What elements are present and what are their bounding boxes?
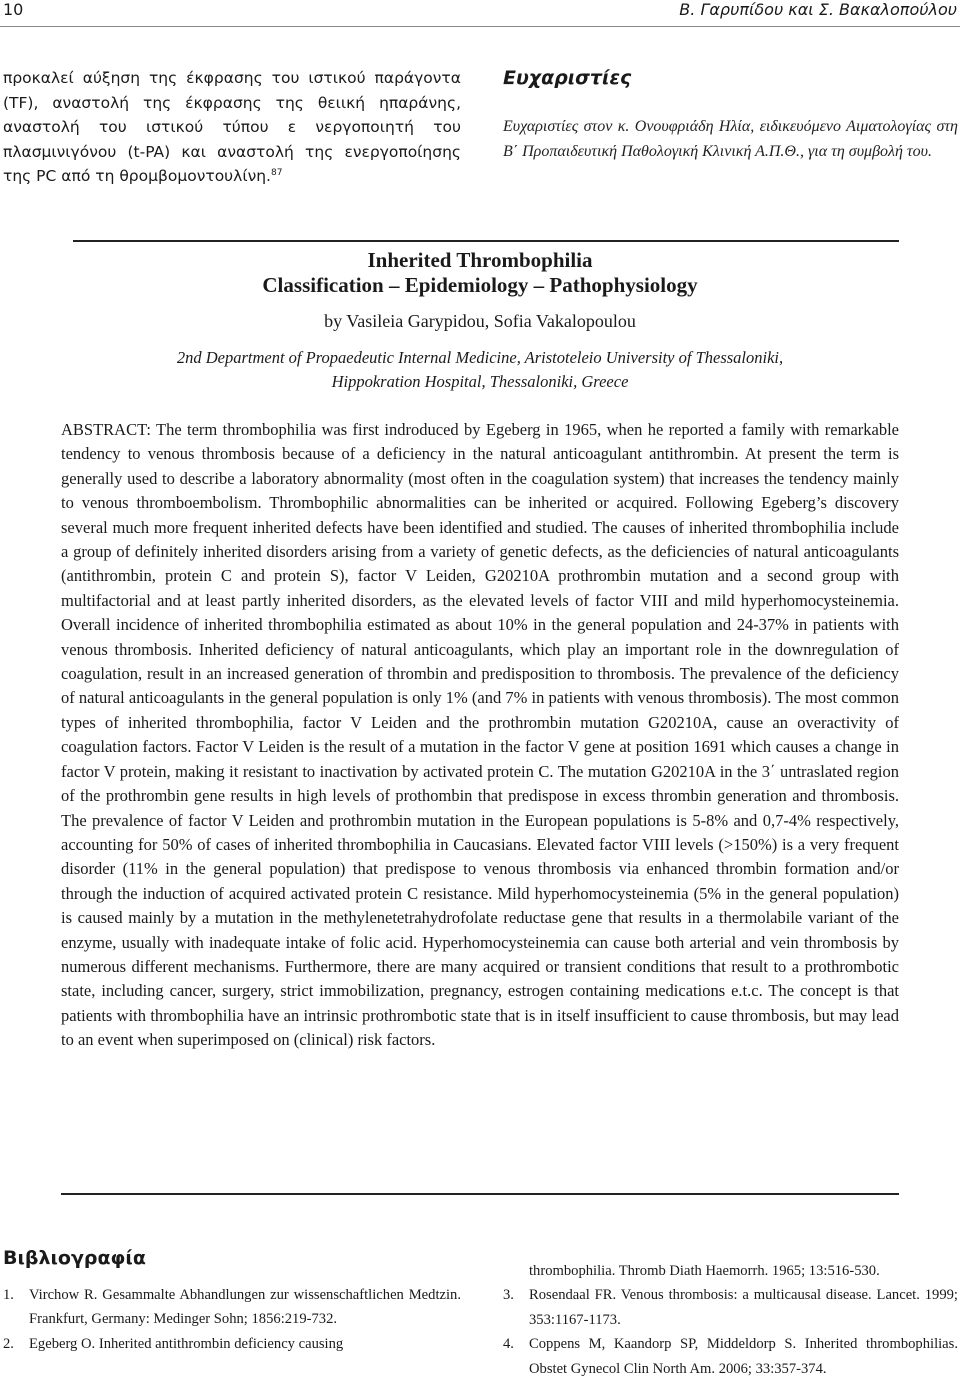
page-header bbox=[0, 0, 960, 32]
abstract-subtitle: Classification – Epidemiology – Pathophysiology bbox=[262, 273, 698, 297]
citation-superscript: 87 bbox=[270, 167, 283, 178]
abstract-top-rule bbox=[73, 240, 899, 242]
abstract-affiliation bbox=[61, 346, 899, 394]
affiliation-line: Hippokration Hospital, Thessaloniki, Greece bbox=[331, 372, 629, 391]
intro-text: προκαλεί αύξηση της έκφρασης του ιστικού παράγοντα (TF), αναστολή της έκφρασης της θειική ηπαράνης, αναστολή του ιστικού τύπου ε νεργοποιητή του πλασμινιγόνου (t-PA) και αναστολή της ενεργοποίησης της PC από τη θρομβομοντουλίνη. bbox=[3, 69, 461, 185]
reference-item bbox=[3, 1332, 461, 1356]
references-column-left bbox=[3, 1283, 461, 1356]
header-rule bbox=[0, 26, 960, 27]
abstract-bottom-rule bbox=[61, 1193, 899, 1195]
reference-item bbox=[503, 1283, 958, 1332]
reference-number: 3. bbox=[503, 1287, 514, 1304]
reference-text: Coppens M, Kaandorp SP, Middeldorp S. Inherited thrombophilias. Obstet Gynecol Clin North Am. 2006; 33:357-374. bbox=[529, 1336, 958, 1377]
running-head: Β. Γαρυπίδου και Σ. Βακαλοπούλου bbox=[679, 0, 957, 19]
abstract-authors: by Vasileia Garypidou, Sofia Vakalopoulou bbox=[324, 311, 636, 331]
reference-number: 1. bbox=[3, 1287, 14, 1303]
reference-text: Rosendaal FR. Venous thrombosis: a multicausal disease. Lancet. 1999; 353:1167-1173. bbox=[529, 1287, 958, 1328]
page-number: 10 bbox=[3, 0, 24, 19]
reference-continuation: thrombophilia. Thromb Diath Haemorrh. 1965; 13:516-530. bbox=[529, 1263, 880, 1279]
acknowledgements-heading: Ευχαριστίες bbox=[503, 67, 632, 89]
reference-number: 2. bbox=[3, 1335, 14, 1352]
abstract-title: Inherited Thrombophilia bbox=[367, 248, 593, 272]
acknowledgements-text: Ευχαριστίες στον κ. Ονουφριάδη Ηλία, ειδικευόμενο Αιματολογίας στη Β΄ Προπαιδευτική Παθολογική Κλινική Α.Π.Θ., για τη συμβολή του. bbox=[503, 118, 958, 160]
references-column-right bbox=[503, 1259, 958, 1381]
reference-number: 4. bbox=[503, 1336, 514, 1353]
intro-paragraph bbox=[3, 66, 461, 189]
reference-item bbox=[3, 1283, 461, 1332]
affiliation-line: 2nd Department of Propaedeutic Internal Medicine, Aristoteleio University of Thessaloniki, bbox=[176, 348, 784, 367]
abstract-body: ABSTRACT: The term thrombophilia was first indroduced by Egeberg in 1965, when he reported a family with remarkable tendency to venous thrombosis because of a deficiency in the natural anticoagulant antithrombin. At present the term is generally used to describe a laboratory abnormality (most often in the coagulation system) that increases the tendency mainly to venous thromboembolism. Thrombophilic abnormalities can be inherited or acquired. Following Egeberg’s discovery several much more frequent inherited defects have been identified and studied. The causes of inherited thrombophilia include a group of definitely inherited disorders arising from a variety of genetic defects, as the deficiencies of natural anticoagulants (antithrombin, protein C and protein S), factor V Leiden, G20210A prothrombin mutation and a second group with multifactorial and at least partly inherited disorders, as the elevated levels of factor VIII and mild hyperhomocysteinemia. Overall incidence of inherited thrombophilia estimated as about 10% in the general population and 24-37% in patients with venous thrombosis. Inherited deficiency of natural anticoagulants, which play an important role in the downregulation of coagulation, result in an increased generation of thrombin and predisposition to thrombosis. The prevalence of the deficiency of natural anticoagulants in the general population is only 1% (and 7% in patients with venous thrombosis). The most common types of inherited thrombophilia, factor V Leiden and the prothrombin mutation G20210A, cause an overactivity of coagulation factors. Factor V Leiden is the result of a mutation in the factor V gene at position 1691 which causes a change in factor V protein, making it resistant to inactivation by activated protein C. The mutation G20210A in the 3΄ untraslated region of the prothrombin gene results in high levels of prothombin that predispose in excess thrombin generation and thrombosis. The prevalence of factor V Leiden and prothrombin mutation in the European populations is 5-8% and 0,7-4% respectively, accounting for 50% of cases of inherited thrombophilia in Caucasians. Elevated factor VIII levels (>150%) is a very frequent disorder (11% in the general population) that predispose to venous thrombosis via enhanced thrombin formation and/or through the induction of acquired activated protein C resistance. Mild hyperhomocysteinemia (5% in the general population) is caused mainly by a mutation in the methylenetetrahydrofolate reductase gene that results in a thermolabile variant of the enzyme, usually with inadequate intake of folic acid. Hyperhomocysteinemia can cause both arterial and vein thrombosis by numerous different mechanisms. Furthermore, there are many acquired or transient conditions that result to a prothrombotic state, including cancer, surgery, strict immobilization, pregnancy, estrogen containing medications e.t.c. The concept is that patients with thrombophilia have an intrinsic prothrombotic state that is in itself insufficient to cause thrombosis, but may lead to an event when superimposed on (clinical) risk factors. bbox=[61, 420, 899, 1050]
reference-item bbox=[503, 1332, 958, 1381]
reference-text: Egeberg O. Inherited antithrombin deficiency causing bbox=[29, 1335, 344, 1352]
reference-text: Virchow R. Gesammalte Abhandlungen zur wissenschaftlichen Medtzin. Frankfurt, Germany: Medinger Sohn; 1856:219-732. bbox=[29, 1287, 461, 1328]
references-heading: Βιβλιογραφία bbox=[3, 1247, 146, 1269]
